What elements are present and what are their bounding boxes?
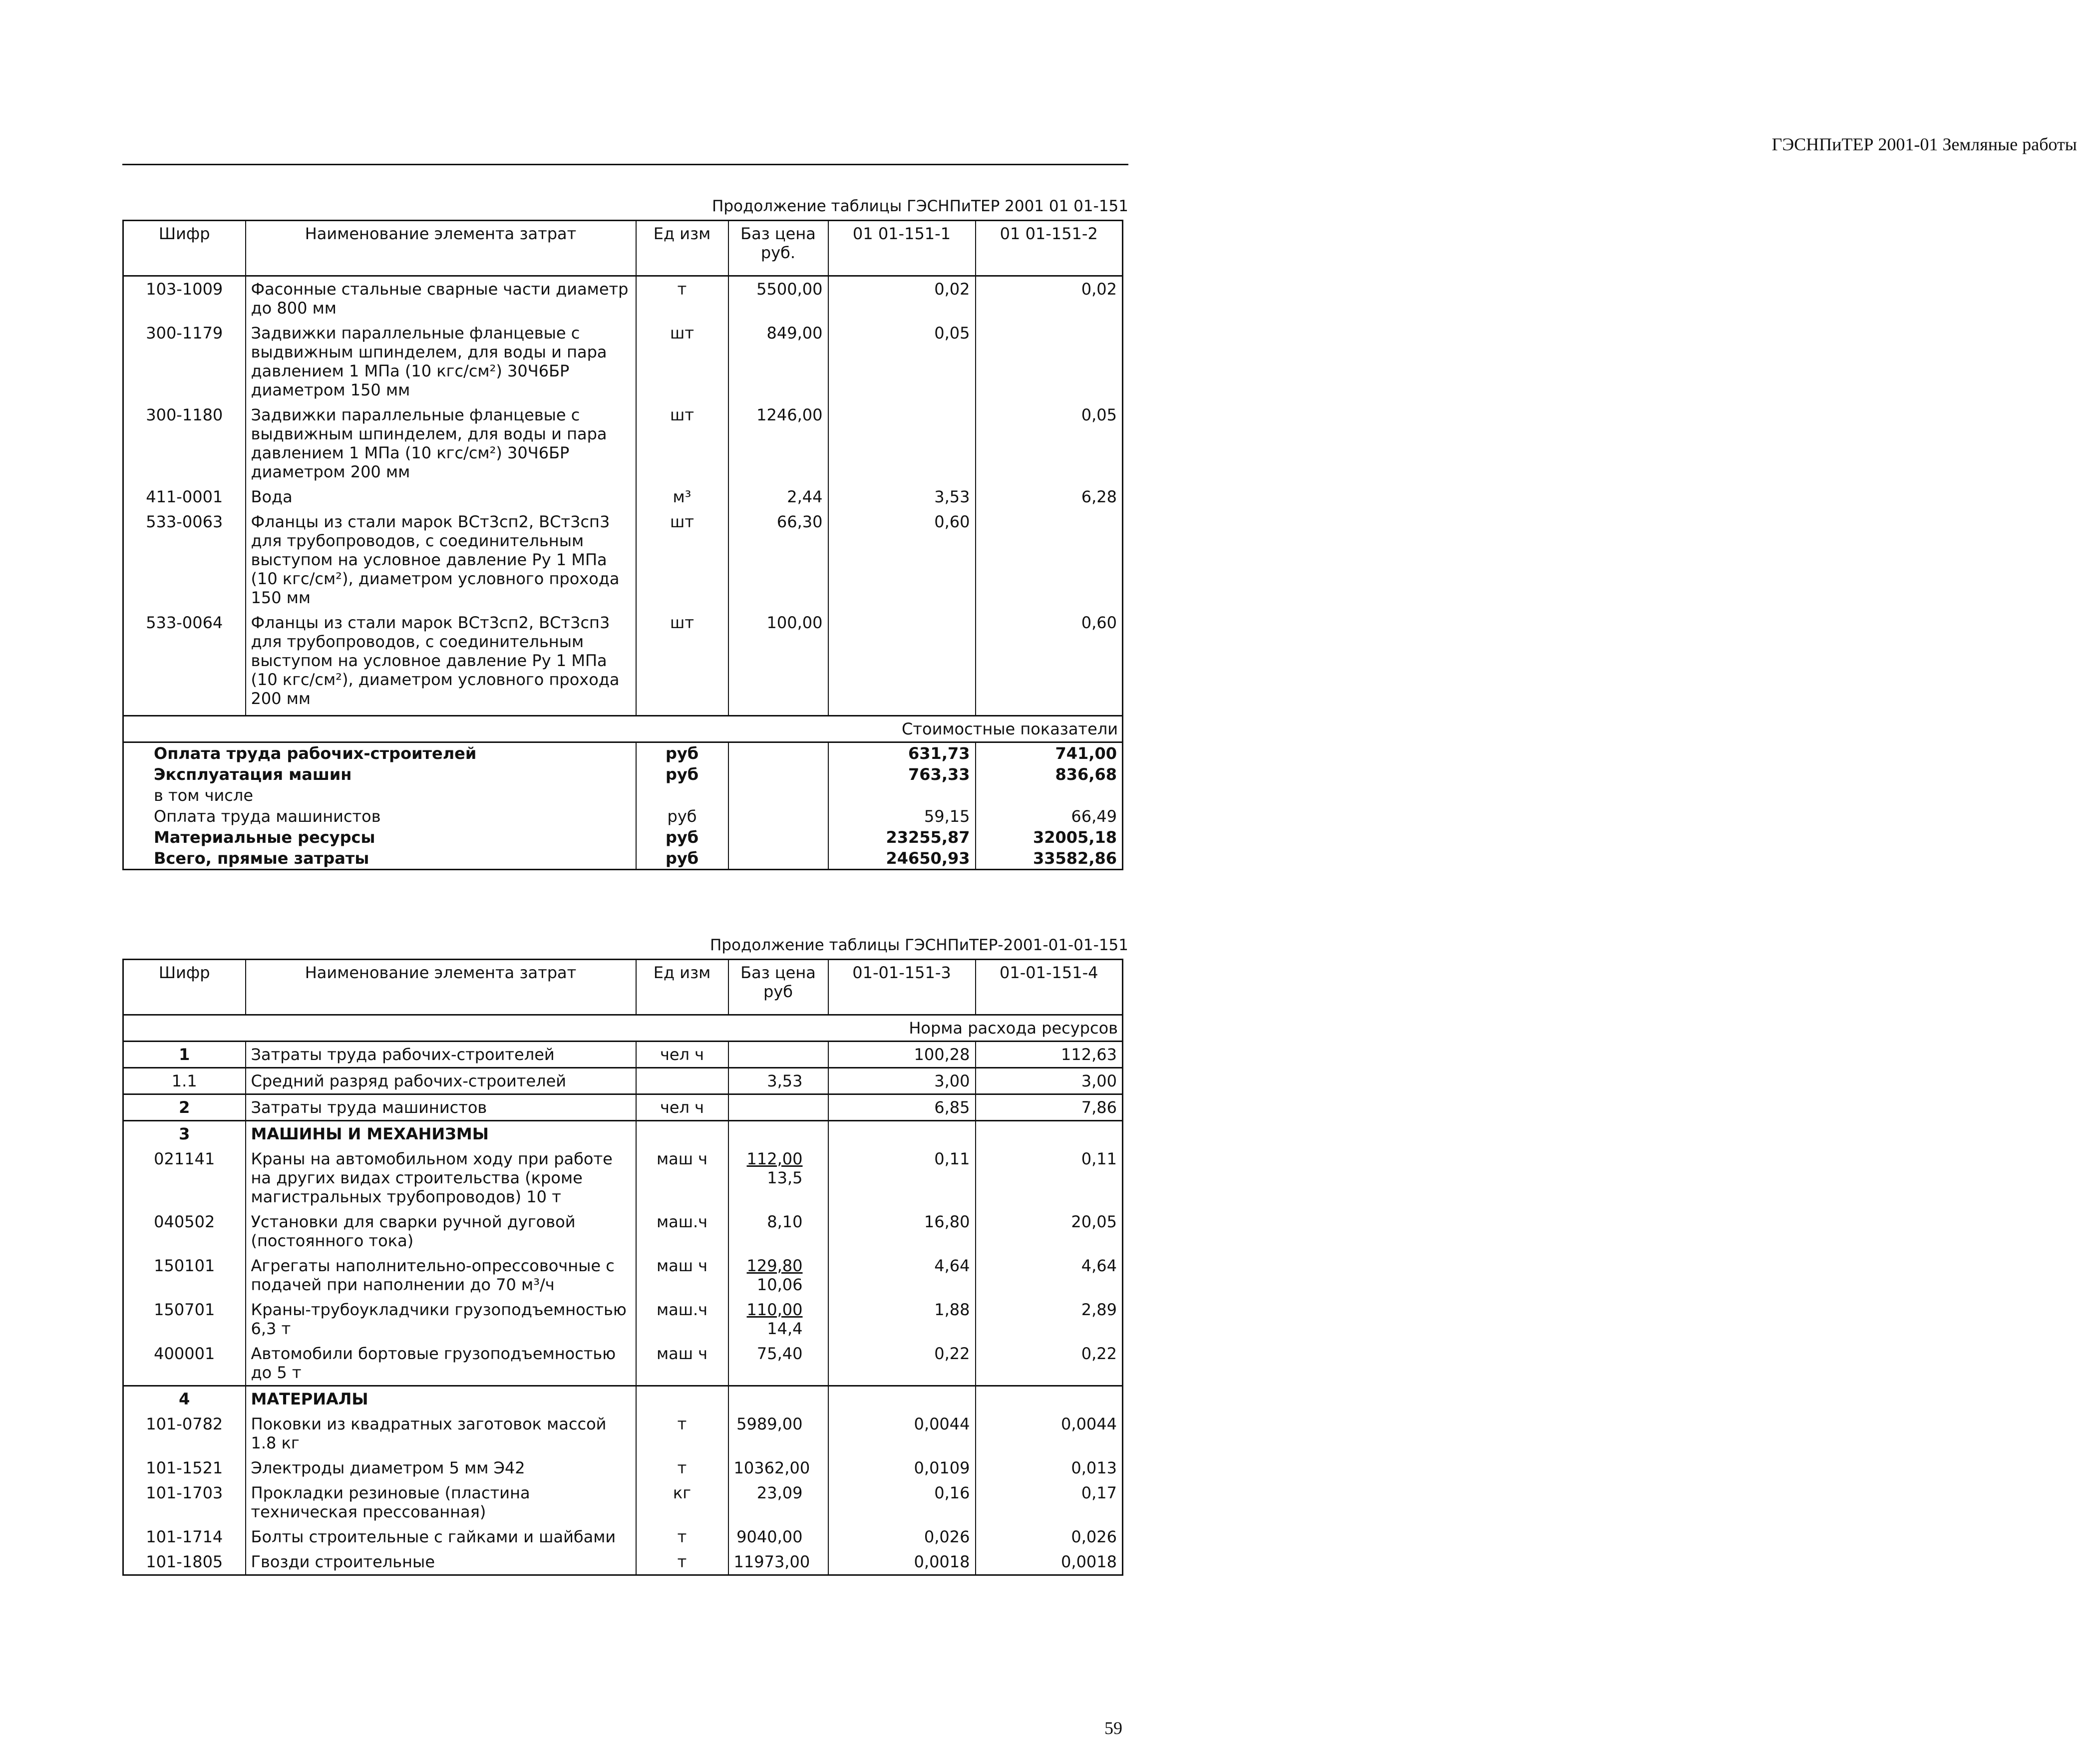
- row-value-a: [828, 402, 976, 484]
- row-price: [728, 1386, 828, 1412]
- row-name: Затраты труда машинистов: [246, 1094, 636, 1121]
- table-row: [123, 1411, 1123, 1455]
- section-heading-row: [123, 1386, 1123, 1412]
- header-price: Баз цена руб: [728, 960, 828, 1015]
- table-header-row: [123, 960, 1123, 1015]
- header-unit: Ед изм: [636, 221, 728, 276]
- summary-row: [123, 742, 1123, 764]
- row-code: 533-0063: [123, 509, 246, 610]
- page-header: [1078, 134, 2077, 164]
- row-value-b: [976, 509, 1123, 610]
- summary-empty: [728, 742, 828, 764]
- row-name: МАШИНЫ И МЕХАНИЗМЫ: [246, 1121, 636, 1147]
- row-value-a: [828, 1121, 976, 1147]
- header-rule: [122, 164, 1128, 165]
- row-value-b: [976, 1386, 1123, 1412]
- row-value-a: 0,11: [828, 1146, 976, 1209]
- header-name: Наименование элемента затрат: [246, 960, 636, 1015]
- summary-value-b: [976, 785, 1123, 806]
- row-value-b: 20,05: [976, 1209, 1123, 1253]
- table-row: [123, 1253, 1123, 1297]
- table-row: [123, 276, 1123, 321]
- header-col-b: 01 01-151-2: [976, 221, 1123, 276]
- row-price-main: 112,00: [746, 1149, 803, 1168]
- table2-caption: Продолжение таблицы ГЭСНПиТЕР-2001-01-01-151: [710, 936, 1128, 954]
- row-name: МАТЕРИАЛЫ: [246, 1386, 636, 1412]
- summary-value-a: [828, 785, 976, 806]
- row-code: 150701: [123, 1297, 246, 1341]
- row-code: 3: [123, 1121, 246, 1147]
- row-unit: шт: [636, 509, 728, 610]
- row-value-a: 0,026: [828, 1524, 976, 1549]
- row-value-b: 2,89: [976, 1297, 1123, 1341]
- section-label-costs: Стоимостные показатели: [123, 716, 1123, 742]
- row-unit: маш.ч: [636, 1297, 728, 1341]
- row-unit: маш ч: [636, 1253, 728, 1297]
- row-price: 5500,00: [728, 276, 828, 321]
- summary-row: [123, 848, 1123, 870]
- table1-caption: Продолжение таблицы ГЭСНПиТЕР 2001 01 01-151: [712, 197, 1128, 215]
- row-value-b: 0,013: [976, 1455, 1123, 1480]
- row-unit: [636, 1068, 728, 1094]
- row-unit: шт: [636, 610, 728, 716]
- row-code: 040502: [123, 1209, 246, 1253]
- row-price-main: 110,00: [746, 1300, 803, 1319]
- row-price: 66,30: [728, 509, 828, 610]
- row-name: Фланцы из стали марок ВСт3сп2, ВСт3сп3 для трубопроводов, с соединительным выступом на условное давление Ру 1 МПа (10 кгс/см²), диаметром условного прохода 150 мм: [246, 509, 636, 610]
- row-value-b: 7,86: [976, 1094, 1123, 1121]
- section-label-norms-row: [123, 1015, 1123, 1042]
- row-value-a: 100,28: [828, 1042, 976, 1068]
- table-row: [123, 1068, 1123, 1094]
- summary-unit: руб: [636, 827, 728, 848]
- table-row: [123, 1146, 1123, 1209]
- row-code: 1.1: [123, 1068, 246, 1094]
- row-value-b: 112,63: [976, 1042, 1123, 1068]
- summary-unit: руб: [636, 742, 728, 764]
- header-code: Шифр: [123, 960, 246, 1015]
- row-value-b: 0,17: [976, 1480, 1123, 1524]
- summary-value-a: 631,73: [828, 742, 976, 764]
- row-unit: чел ч: [636, 1094, 728, 1121]
- summary-row: [123, 785, 1123, 806]
- row-value-a: [828, 1386, 976, 1412]
- row-unit: маш ч: [636, 1341, 728, 1386]
- table-row: [123, 610, 1123, 716]
- summary-value-a: 763,33: [828, 764, 976, 785]
- summary-unit: руб: [636, 764, 728, 785]
- row-value-a: 0,0109: [828, 1455, 976, 1480]
- summary-label: Всего, прямые затраты: [123, 848, 636, 870]
- row-price: [728, 1297, 828, 1341]
- table-row: [123, 1297, 1123, 1341]
- row-price: 9040,00: [728, 1524, 828, 1549]
- summary-empty: [728, 764, 828, 785]
- row-value-a: 16,80: [828, 1209, 976, 1253]
- row-value-b: 6,28: [976, 484, 1123, 509]
- row-value-b: 0,11: [976, 1146, 1123, 1209]
- row-code: 101-1714: [123, 1524, 246, 1549]
- row-code: 101-0782: [123, 1411, 246, 1455]
- section-heading-row: [123, 1121, 1123, 1147]
- row-value-b: 0,22: [976, 1341, 1123, 1386]
- row-code: 103-1009: [123, 276, 246, 321]
- row-value-b: [976, 321, 1123, 402]
- row-price: [728, 1121, 828, 1147]
- row-name: Средний разряд рабочих-строителей: [246, 1068, 636, 1094]
- row-unit: маш ч: [636, 1146, 728, 1209]
- row-code: 411-0001: [123, 484, 246, 509]
- summary-empty: [728, 806, 828, 827]
- summary-value-b: 836,68: [976, 764, 1123, 785]
- row-name: Автомобили бортовые грузоподъемностью до 5 т: [246, 1341, 636, 1386]
- row-value-b: 4,64: [976, 1253, 1123, 1297]
- row-unit: т: [636, 1455, 728, 1480]
- header-price: Баз цена руб.: [728, 221, 828, 276]
- row-name: Фланцы из стали марок ВСт3сп2, ВСт3сп3 для трубопроводов, с соединительным выступом на условное давление Ру 1 МПа (10 кгс/см²), диаметром условного прохода 200 мм: [246, 610, 636, 716]
- header-col-a: 01 01-151-1: [828, 221, 976, 276]
- row-code: 4: [123, 1386, 246, 1412]
- table2: [122, 959, 1123, 1576]
- summary-empty: [728, 848, 828, 870]
- row-code: 101-1703: [123, 1480, 246, 1524]
- row-unit: шт: [636, 402, 728, 484]
- row-name: Электроды диаметром 5 мм Э42: [246, 1455, 636, 1480]
- summary-row: [123, 764, 1123, 785]
- row-name: Задвижки параллельные фланцевые с выдвижным шпинделем, для воды и пара давлением 1 МПа (10 кгс/см²) 30Ч6БР диаметром 150 мм: [246, 321, 636, 402]
- row-price: 100,00: [728, 610, 828, 716]
- row-price: 2,44: [728, 484, 828, 509]
- row-value-a: [828, 610, 976, 716]
- header-col-a: 01-01-151-3: [828, 960, 976, 1015]
- table-row: [123, 321, 1123, 402]
- row-unit: т: [636, 1524, 728, 1549]
- summary-value-b: 66,49: [976, 806, 1123, 827]
- table-header-row: [123, 221, 1123, 276]
- row-unit: м³: [636, 484, 728, 509]
- summary-row: [123, 806, 1123, 827]
- table-row: [123, 1042, 1123, 1068]
- header-name: Наименование элемента затрат: [246, 221, 636, 276]
- table-row: [123, 1549, 1123, 1575]
- summary-label: в том числе: [123, 785, 636, 806]
- header-code: Шифр: [123, 221, 246, 276]
- row-price: [728, 1253, 828, 1297]
- row-unit: шт: [636, 321, 728, 402]
- row-value-a: 6,85: [828, 1094, 976, 1121]
- row-code: 300-1179: [123, 321, 246, 402]
- row-value-a: 0,60: [828, 509, 976, 610]
- row-unit: [636, 1121, 728, 1147]
- row-name: Гвозди строительные: [246, 1549, 636, 1575]
- row-price: 8,10: [728, 1209, 828, 1253]
- row-value-a: 0,0044: [828, 1411, 976, 1455]
- row-price: [728, 1042, 828, 1068]
- table-row: [123, 1524, 1123, 1549]
- section-label-norms: Норма расхода ресурсов: [123, 1015, 1123, 1042]
- summary-label: Материальные ресурсы: [123, 827, 636, 848]
- row-name: Установки для сварки ручной дуговой (постоянного тока): [246, 1209, 636, 1253]
- row-code: 300-1180: [123, 402, 246, 484]
- row-value-b: [976, 1121, 1123, 1147]
- row-value-b: 0,026: [976, 1524, 1123, 1549]
- row-name: Краны-трубоукладчики грузоподъемностью 6,3 т: [246, 1297, 636, 1341]
- summary-value-a: 24650,93: [828, 848, 976, 870]
- summary-row: [123, 827, 1123, 848]
- summary-value-a: 59,15: [828, 806, 976, 827]
- table-row: [123, 509, 1123, 610]
- row-code: 101-1521: [123, 1455, 246, 1480]
- table-row: [123, 1094, 1123, 1121]
- table-row: [123, 1341, 1123, 1386]
- row-price: 11973,00: [728, 1549, 828, 1575]
- row-value-b: 0,0018: [976, 1549, 1123, 1575]
- summary-value-b: 741,00: [976, 742, 1123, 764]
- summary-empty: [728, 785, 828, 806]
- row-value-a: 0,02: [828, 276, 976, 321]
- row-unit: т: [636, 1549, 728, 1575]
- row-price: 5989,00: [728, 1411, 828, 1455]
- row-unit: маш.ч: [636, 1209, 728, 1253]
- row-name: Вода: [246, 484, 636, 509]
- row-price-sub: 13,5: [767, 1168, 803, 1187]
- summary-empty: [728, 827, 828, 848]
- row-price: 3,53: [728, 1068, 828, 1094]
- row-value-a: 0,0018: [828, 1549, 976, 1575]
- row-value-a: 1,88: [828, 1297, 976, 1341]
- row-code: 1: [123, 1042, 246, 1068]
- row-price-sub: 10,06: [756, 1275, 803, 1294]
- summary-label: Эксплуатация машин: [123, 764, 636, 785]
- row-price: [728, 1146, 828, 1209]
- row-price: [728, 1094, 828, 1121]
- row-code: 2: [123, 1094, 246, 1121]
- row-code: 150101: [123, 1253, 246, 1297]
- row-value-a: 3,00: [828, 1068, 976, 1094]
- section-label-costs-row: [123, 716, 1123, 742]
- summary-value-b: 33582,86: [976, 848, 1123, 870]
- row-price-sub: 14,4: [767, 1319, 803, 1338]
- row-value-b: 3,00: [976, 1068, 1123, 1094]
- summary-label: Оплата труда рабочих-строителей: [123, 742, 636, 764]
- row-name: Фасонные стальные сварные части диаметр до 800 мм: [246, 276, 636, 321]
- row-name: Агрегаты наполнительно-опрессовочные с подачей при наполнении до 70 м³/ч: [246, 1253, 636, 1297]
- row-value-b: 0,60: [976, 610, 1123, 716]
- table-row: [123, 1455, 1123, 1480]
- row-price-main: 129,80: [746, 1256, 803, 1275]
- row-price: 23,09: [728, 1480, 828, 1524]
- page-number: 59: [1104, 1718, 1122, 1738]
- row-code: 101-1805: [123, 1549, 246, 1575]
- table-row: [123, 484, 1123, 509]
- row-name: Болты строительные с гайками и шайбами: [246, 1524, 636, 1549]
- row-unit: [636, 1386, 728, 1412]
- header-col-b: 01-01-151-4: [976, 960, 1123, 1015]
- summary-unit: [636, 785, 728, 806]
- table-row: [123, 1480, 1123, 1524]
- row-price: 849,00: [728, 321, 828, 402]
- row-value-b: 0,05: [976, 402, 1123, 484]
- row-unit: кг: [636, 1480, 728, 1524]
- summary-unit: руб: [636, 806, 728, 827]
- row-value-a: 4,64: [828, 1253, 976, 1297]
- table-row: [123, 1209, 1123, 1253]
- row-price: 10362,00: [728, 1455, 828, 1480]
- row-name: Поковки из квадратных заготовок массой 1.8 кг: [246, 1411, 636, 1455]
- summary-label: Оплата труда машинистов: [123, 806, 636, 827]
- row-name: Краны на автомобильном ходу при работе на других видах строительства (кроме магистральных трубопроводов) 10 т: [246, 1146, 636, 1209]
- summary-unit: руб: [636, 848, 728, 870]
- row-unit: чел ч: [636, 1042, 728, 1068]
- row-unit: т: [636, 1411, 728, 1455]
- row-name: Прокладки резиновые (пластина техническая прессованная): [246, 1480, 636, 1524]
- row-value-b: 0,02: [976, 276, 1123, 321]
- header-unit: Ед изм: [636, 960, 728, 1015]
- row-name: Задвижки параллельные фланцевые с выдвижным шпинделем, для воды и пара давлением 1 МПа (10 кгс/см²) 30Ч6БР диаметром 200 мм: [246, 402, 636, 484]
- summary-value-b: 32005,18: [976, 827, 1123, 848]
- row-value-a: 0,16: [828, 1480, 976, 1524]
- row-price: 75,40: [728, 1341, 828, 1386]
- row-value-b: 0,0044: [976, 1411, 1123, 1455]
- row-code: 400001: [123, 1341, 246, 1386]
- table-row: [123, 402, 1123, 484]
- row-name: Затраты труда рабочих-строителей: [246, 1042, 636, 1068]
- table1: [122, 220, 1123, 870]
- header-title: ГЭСНПиТЕР 2001-01 Земляные работы: [1771, 134, 2077, 154]
- row-value-a: 0,22: [828, 1341, 976, 1386]
- row-code: 021141: [123, 1146, 246, 1209]
- summary-value-a: 23255,87: [828, 827, 976, 848]
- row-code: 533-0064: [123, 610, 246, 716]
- row-price: 1246,00: [728, 402, 828, 484]
- row-value-a: 0,05: [828, 321, 976, 402]
- row-value-a: 3,53: [828, 484, 976, 509]
- row-unit: т: [636, 276, 728, 321]
